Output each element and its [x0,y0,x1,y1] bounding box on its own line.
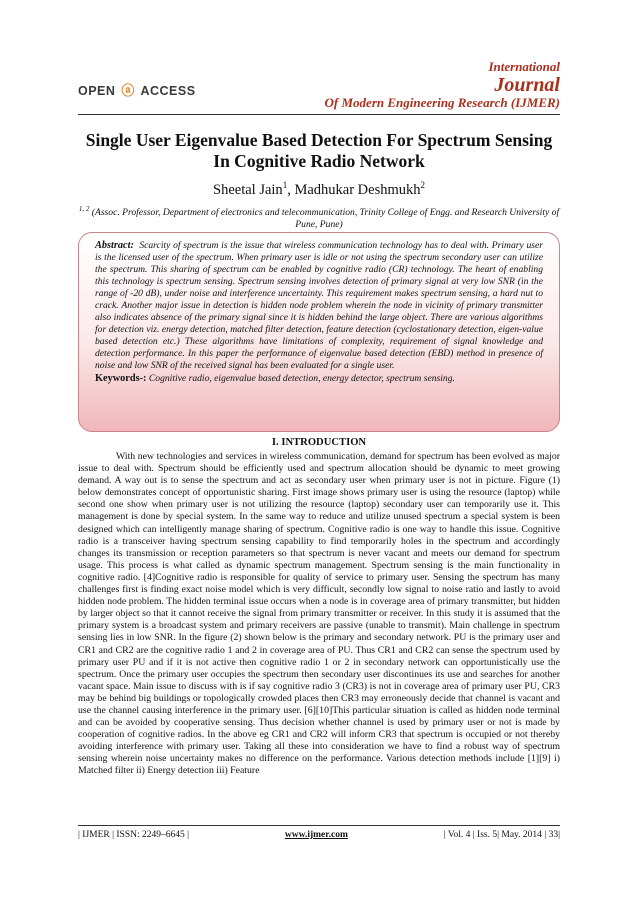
journal-line3: Of Modern Engineering Research (IJMER) [324,95,560,110]
author-2-sup: 2 [420,180,425,190]
author-2: , Madhukar Deshmukh [287,181,421,198]
author-1: Sheetal Jain [213,181,283,198]
footer-right: | Vol. 4 | Iss. 5| May. 2014 | 33| [443,830,560,840]
affiliation-text: (Assoc. Professor, Department of electronics and telecommunication, Trinity College of Engg. and Research University of Pune, Pune) [89,207,560,231]
keywords-label: Keywords-: [95,373,147,384]
affiliation-sup: 1, 2 [78,205,90,213]
footer-url-link[interactable]: www.ijmer.com [284,830,348,840]
abstract-text: Scarcity of spectrum is the issue that wireless communication technology has to deal with. Primary user is the licensed user of the spectrum. When primary user is idle or not using the spectrum secondary user can utilize the spectrum. This sharing of spectrum can be enabled by cognitive radio (CR) technology. The heart of enabling this technology is spectrum sensing. Spectrum sensing involves detection of primary signal at very low SNR (in the range of -20 dB), under noise and interference uncertainty. This requirement makes spectrum sensing, a hard nut to crack. Another major issue in detection is hidden node problem wherein the node in vicinity of primary transmitter also indicates absence of the primary signal since it is hidden behind the large object. There are various algorithms for detection viz. energy detection, matched filter detection, feature detection (cyclostationary detection, eigen-value based detection etc.) These algorithms have limitations of complexity, requirement of signal knowledge and detection performance. In this paper the performance of eigenvalue based detection (EBD) method in presence of noise and low SNR of the received signal has been evaluated for a single user. [95,240,543,371]
open-lock-icon: ⓐ [121,83,135,98]
abstract-paragraph [95,240,543,372]
open-access-text-left: OPEN [78,84,116,98]
journal-line1: International [488,59,560,74]
footer [78,830,560,840]
header-rule [78,114,560,115]
footer-rule [78,825,560,826]
keywords-text: Cognitive radio, eigenvalue based detection, energy detector, spectrum sensing. [148,373,455,384]
journal-header [325,60,560,110]
introduction-body: With new technologies and services in wireless communication, demand for spectrum has been evolved as major issue to deal with. Spectrum should be efficiently used and spectrum allocation should be dynamic to meet growing demand. A way out is to sense the spectrum and act as secondary user when primary user is not in picture. Figure (1) below demonstrates concept of opportunistic sharing. First image shows primary user is using the resource (laptop) while second one show when primary user is not utilizing the resource (laptop) secondary user can temporarily use it. This management is done by special system. In the same way to reduce and utilize unused spectrum a special system is been designed which can intelligently manage sharing of spectrum. Cognitive radio is one way to handle this issue. Cognitive radio is a transceiver having spectrum sensing capability to find temporarily holes in the spectrum and accordingly changes its transmission or reception parameters so that spectrum is never vacant and meets our demand for spectrum usage. This process is what called as dynamic spectrum management. Spectrum sensing is the main functionality in cognitive radio. [4]Cognitive radio is responsible for quality of service to primary user. Sensing the spectrum has many challenges first is finding exact noise model which is very difficult, secondly low signal to noise ratio and lastly to avoid hidden node problem. The hidden terminal issue occurs when a node is in coverage area of primary transmitter, but hidden by larger object so that it cannot receive the signal from primary transmitter or receiver. In this study it is assumed that the primary system is a broadcast system and primary receivers are passive (unable to transmit). Main challenge in spectrum sensing lies in low SNR. In the figure (2) shown below is the primary and secondary network. PU is the primary user and CR1 and CR2 are the cognitive radio 1 and 2 in coverage area of PU. Thus CR1 and CR2 can sense the spectrum used by primary user PU and if it is not active then cognitive radio 1 or 2 in secondary network can opportunistically use the spectrum. Once the primary user occupies the spectrum then secondary user discontinues its use and searches for another vacant space. Main issue to discuss with is if say cognitive radio 3 (CR3) is not in coverage area of primary user PU, CR3 may be behind big buildings or topologically crowded places then CR3 may erroneously decide that channel is vacant and use the channel causing interference in the primary user. [6][10]This particular situation is called as hidden node terminal and can be avoided by cooperative sensing. Thus decision whether channel is used by primary user or not is made by cooperation of cognitive radios. In the above eg CR1 and CR2 will inform CR3 that spectrum is occupied or not thereby avoiding interference with primary user. Taking all these into consideration we have to find a robust way of spectrum sensing wherein noise uncertainty makes no difference on the performance. Various detection methods include [1][9] i) Matched filter ii) Energy detection iii) Feature [78,451,560,777]
abstract-box [78,232,560,432]
journal-line2: Journal [494,74,560,96]
abstract-label: Abstract: [95,240,134,251]
paper-title: Single User Eigenvalue Based Detection For Spectrum Sensing In Cognitive Radio Network [85,130,553,171]
section-heading: I. INTRODUCTION [271,437,367,448]
footer-left: | IJMER | ISSN: 2249–6645 | [78,830,190,840]
open-access-text-right: ACCESS [140,84,196,98]
affiliation [78,203,560,231]
author-1-sup: 1 [282,180,288,190]
keywords-paragraph [95,373,543,385]
authors [78,180,560,199]
open-access-logo [78,80,196,99]
